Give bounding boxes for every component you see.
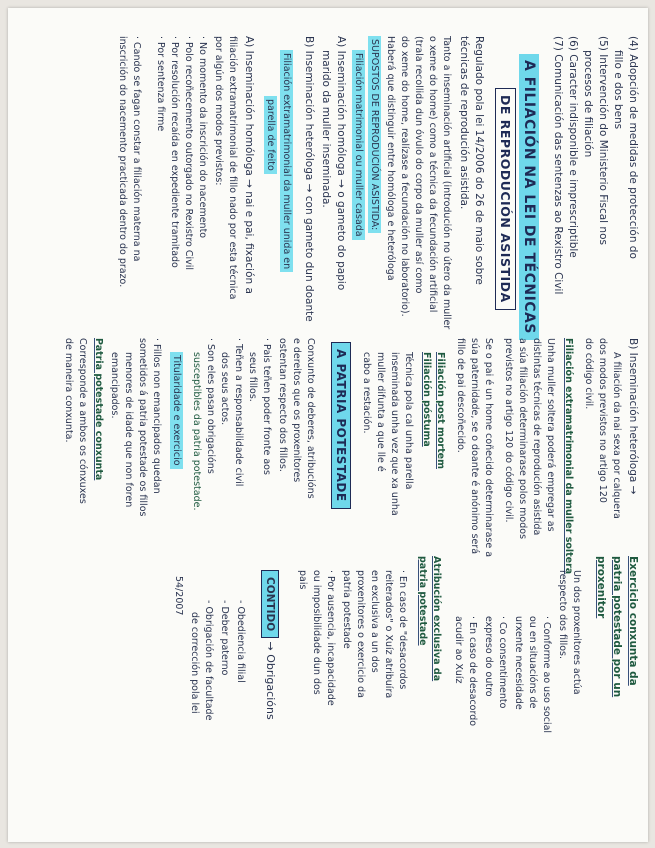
- paragraph-line: · Son eles pasan obrigacións: [205, 338, 216, 474]
- exercicio-heading-3: proxenitor: [595, 556, 607, 619]
- supostos-heading: [367, 36, 382, 233]
- list-item: - Obediencia filial: [235, 600, 246, 683]
- paragraph-line: Regulado pola lei 14/2006 do 26 de maio sobre: [473, 36, 485, 285]
- list-item: · No momento da inscrición do nacemento: [197, 36, 208, 239]
- paragraph-line: · Fillos non emancipados quedan: [151, 338, 162, 494]
- list-item: - Obrigación de facultade: [203, 600, 214, 721]
- paragraph-line: · Teñen a responsabilidade civil: [233, 338, 244, 487]
- list-item: · Por sentenza firme: [155, 36, 166, 132]
- atribucion-heading: Atribución exclusiva da: [431, 556, 442, 682]
- paragraph-line: emancipados.: [109, 352, 120, 419]
- paragraph-line: proxenitores o exercicio da: [355, 570, 366, 698]
- paragraph-line: inseminada unha vez que xa unha: [389, 352, 400, 516]
- paragraph-line: Técnica pola cal unha parella: [403, 352, 414, 490]
- paragraph-line: · En caso de "desacordos: [397, 570, 408, 690]
- extra-heading: [279, 50, 294, 272]
- paragraph-line: distintas técnicas de reprodución asistida: [531, 338, 542, 536]
- paragraph-line: cabo a restación.: [361, 352, 372, 434]
- exercicio-heading: Exercicio conxunta da: [627, 556, 639, 686]
- heading-line-1: A FILIACIÓN NA LEI DE TÉCNICAS: [519, 54, 539, 340]
- notes-column-3: [8, 556, 648, 826]
- paragraph-line: previstos no artigo 120 do código civil.: [503, 338, 514, 523]
- conxunta-heading: Patria potestade conxunta: [93, 338, 104, 481]
- paragraph-line: patria potestade: [341, 570, 352, 649]
- paragraph-line: ou en situacións de: [527, 616, 538, 709]
- paragraph-line: filiación extramatrimonial de fillo nado por esta técnica: [227, 36, 238, 300]
- paragraph-line: expreso do outro: [483, 616, 494, 697]
- patria-title: [333, 342, 348, 509]
- titularidade-heading: [169, 352, 184, 469]
- supostos-line-1: SUPOSTOS DE REPRODUCIÓN ASISTIDA:: [368, 36, 381, 233]
- paragraph-line: marido da muller inseminada.: [320, 50, 332, 208]
- paragraph-line: · Conforme ao uso social: [541, 616, 552, 734]
- paragraph-line: (trala recollida dun óvulo do corpo da muller así como: [413, 36, 424, 294]
- paragraph-line: Unha muller soltera poderá empregar as: [545, 338, 556, 532]
- paragraph-line: ostentan respecto dos fillos.: [277, 338, 288, 472]
- paragraph-line: Haberá que distinguir entre homóloga e heteróloga: [385, 36, 396, 281]
- paragraph-line: fillo de pai descoñecido.: [455, 338, 466, 453]
- rotated-notes: [8, 8, 648, 842]
- paragraph-line: muller difunta a que lle é: [375, 352, 386, 472]
- exercicio-heading-2: patria potestade por un: [611, 556, 623, 698]
- paragraph-line: · Pais teñen poder fronte aos: [261, 338, 272, 475]
- paragraph-line: A) Inseminación homóloga → o gameto do papio: [335, 36, 347, 291]
- paragraph-line: seus fillos.: [247, 352, 258, 402]
- extra-subheading: [263, 96, 278, 174]
- extra-heading-line-1: Filiación extramatrimonial da muller unida en: [280, 50, 293, 272]
- list-item: fillo e dos bens: [612, 50, 624, 130]
- paragraph-line: a súa filiación determinarase polos modos: [517, 338, 528, 540]
- notes-column-1: [8, 36, 648, 334]
- paragraph-line: sometidos á patria potestade os fillos: [137, 338, 148, 517]
- paragraph-line: reiterados" o Xuíz atribuíra: [383, 570, 394, 699]
- list-item: - Deber paterno: [219, 600, 230, 676]
- section-subheading: DE REPRODUCIÓN ASISTIDA: [495, 88, 516, 310]
- atribucion-heading-2: patria potestade: [417, 556, 428, 646]
- list-item: (6) Caracter indisponible e imprescriptible: [567, 36, 579, 258]
- paragraph-line: por algún dos modos previstos:: [213, 36, 224, 186]
- list-item: procesos de filiación: [582, 50, 594, 158]
- paragraph-line: Un dos proxenitores actúa: [571, 570, 582, 695]
- paragraph-line: Corresponde a ambos os cónxuxes: [77, 338, 88, 504]
- paragraph-line: acudir ao Xuíz: [453, 616, 464, 684]
- paragraph-line: B) Inseminación heteróloga →: [627, 338, 639, 495]
- paragraph-line: urxente necesidade: [513, 616, 524, 710]
- paragraph-line: Tanto a inseminación artificial (introdución no útero da muller: [441, 36, 452, 330]
- paragraph-line: susceptibles da patria potestade.: [191, 352, 202, 511]
- paragraph-line: respecto dos fillos.: [557, 570, 568, 660]
- paragraph-line: Conxunto de deberes, atribucións: [305, 338, 316, 499]
- paragraph-line: o xeme do home) como a técnica da fecundación artificial: [427, 36, 438, 313]
- section-heading: [521, 54, 536, 340]
- paragraph-line: A) Inseminación homóloga → nai e pai, fixación a: [243, 36, 255, 294]
- paragraph-line: dos modos previstos no artigo 120: [597, 338, 608, 503]
- paragraph-line: de maneira conxunta.: [63, 338, 74, 443]
- paragraph-line: · Cando se fagan constar a filiación materna na: [131, 36, 142, 262]
- paragraph-line: · En caso de desacordo: [467, 616, 478, 727]
- titularidade-text: Titularidade e exercicio: [170, 352, 183, 469]
- list-item: (7) Comunicación das sentenzas ao Rexistro Civil: [552, 36, 564, 295]
- soltera-heading: Filiación extramatrimonial da muller soltera: [563, 338, 574, 575]
- paragraph-line: ou imposibilidade dun dos: [311, 570, 322, 695]
- notes-column-2: [8, 338, 648, 575]
- paragraph-line: técnicas de reprodución asistida.: [458, 36, 470, 210]
- paragraph-line: menores de idade que non foren: [123, 352, 134, 508]
- paragraph-line: do código civil.: [583, 338, 594, 410]
- contido-label: CONTIDO: [261, 570, 279, 638]
- list-item: (4) Adopción de medidas de protección do: [627, 36, 639, 259]
- obrigacions-label: → Obrigacións: [264, 641, 277, 720]
- posthumous-heading: Filiación póstuma: [421, 352, 432, 447]
- paragraph-line: Se o pai é un home coñecido determinarase a: [483, 338, 494, 558]
- list-item: · Polo recoñecemento outorgado no Rexistro Civil: [183, 36, 194, 271]
- paragraph-line: e dereitos que os proxenitores: [291, 338, 302, 483]
- paragraph-line: B) Inseminación heteróloga → con gameto dun doante: [303, 36, 315, 322]
- paragraph-line: inscrición do nacemento practicada dentro do prazo.: [117, 36, 128, 288]
- notebook-page: [8, 8, 648, 842]
- list-item: · Por resolución recaída en expediente tramitado: [169, 36, 180, 268]
- list-item: de corrección pola lei: [189, 612, 200, 714]
- paragraph-line: do xeme do home, realízase a fecundación no laboratorio).: [399, 36, 410, 317]
- contido-row: [262, 570, 278, 720]
- list-item: (5) Intervención do Ministerio Fiscal nos: [597, 36, 609, 245]
- paragraph-line: dos seus actos.: [219, 352, 230, 426]
- patria-title-text: A PATRIA POTESTADE: [331, 342, 351, 509]
- post-mortem-heading: Filiación post mortem: [435, 352, 446, 469]
- paragraph-line: pais: [297, 570, 308, 590]
- paragraph-line: en exclusiva a un dos: [369, 570, 380, 673]
- supostos-line-2: Filiación matrimonial ou muller casada: [352, 50, 365, 240]
- paragraph-line: · Co consentimento: [497, 616, 508, 709]
- supostos-subheading: [351, 50, 366, 240]
- list-item: 54/2007: [173, 576, 184, 616]
- paragraph-line: A filiación da nai sexa por calquera: [611, 352, 622, 519]
- extra-heading-line-2: parella de feito: [264, 96, 277, 174]
- paragraph-line: · Por ausencia, incapacidade: [325, 570, 336, 706]
- paragraph-line: súa paternidade, se o doante é anónimo será: [469, 338, 480, 555]
